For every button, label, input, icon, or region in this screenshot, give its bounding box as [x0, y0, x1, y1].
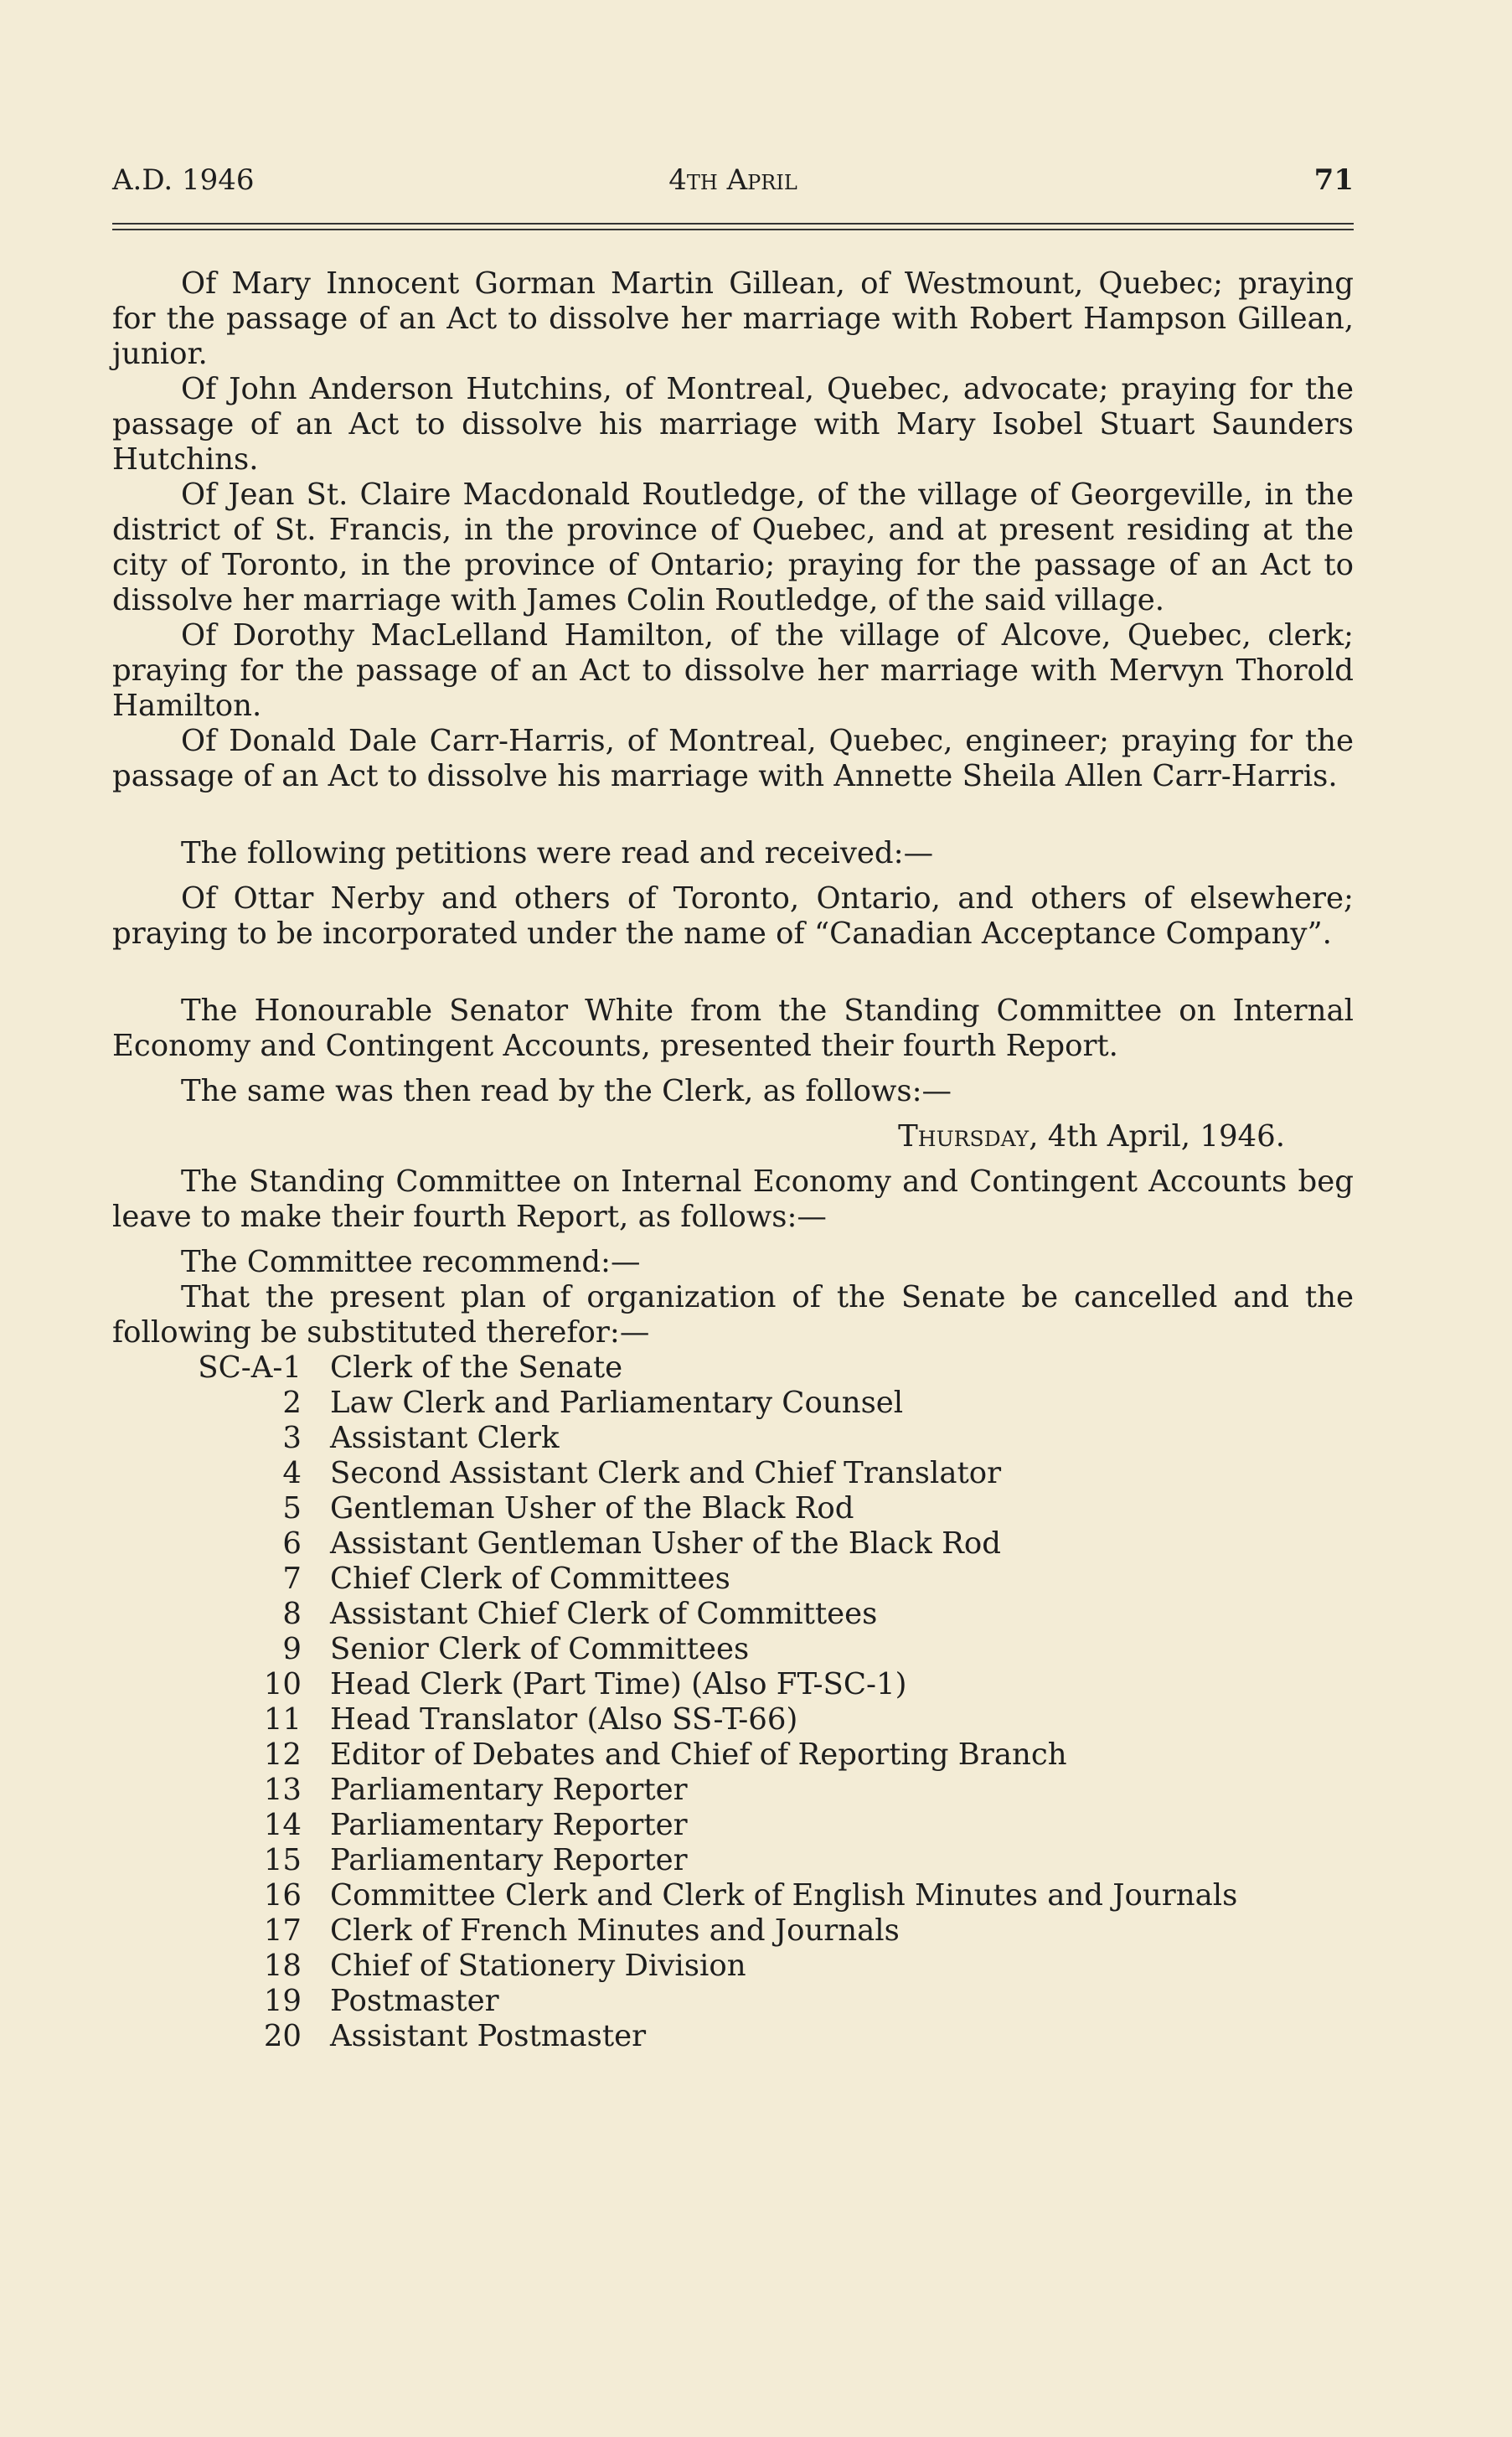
- petition-paragraph: Of Mary Innocent Gorman Martin Gillean, of Westmount, Quebec; praying for the passage of an Act to dissolve her marriage with Robert Hampson Gillean, junior.: [112, 266, 1354, 371]
- report-plan: That the present plan of organization of the Senate be cancelled and the following be substituted therefor:—: [112, 1280, 1354, 1350]
- position-title: Head Translator (Also SS-T-66): [330, 1702, 798, 1737]
- list-item: [112, 1597, 1354, 1632]
- position-title: Head Clerk (Part Time) (Also FT-SC-1): [330, 1667, 907, 1701]
- position-code: 9: [282, 1632, 302, 1666]
- position-code: 3: [282, 1421, 302, 1455]
- position-code: 13: [263, 1773, 302, 1807]
- list-item: [112, 1421, 1354, 1456]
- list-item: [112, 1737, 1354, 1773]
- position-title: Postmaster: [330, 1984, 499, 2018]
- report-date-day: Thursday: [898, 1119, 1030, 1154]
- position-code: 17: [263, 1913, 302, 1948]
- list-item: [112, 1702, 1354, 1737]
- position-code: 10: [263, 1667, 302, 1701]
- list-item: [112, 1562, 1354, 1597]
- position-title: Parliamentary Reporter: [330, 1843, 688, 1877]
- position-code: 18: [263, 1949, 302, 1983]
- position-title: Assistant Clerk: [330, 1421, 560, 1455]
- position-code: 15: [263, 1843, 302, 1877]
- list-item: [112, 1878, 1354, 1913]
- list-item: [112, 1632, 1354, 1667]
- position-title: Chief of Stationery Division: [330, 1949, 746, 1983]
- section-gap: [112, 952, 1354, 994]
- section-gap: [112, 794, 1354, 836]
- header-rule-top: [112, 223, 1354, 225]
- list-item: [112, 1913, 1354, 1949]
- list-item: [112, 1984, 1354, 2019]
- report-recommend: The Committee recommend:—: [181, 1245, 641, 1279]
- position-code: 11: [263, 1702, 302, 1737]
- position-title: Assistant Postmaster: [330, 2019, 647, 2053]
- position-title: Committee Clerk and Clerk of English Minutes and Journals: [330, 1878, 1238, 1913]
- position-title: Parliamentary Reporter: [330, 1808, 688, 1842]
- list-item: [112, 1386, 1354, 1421]
- positions-list: [112, 1350, 1354, 2054]
- position-title: Chief Clerk of Committees: [330, 1562, 730, 1596]
- spacer: [112, 1064, 1354, 1074]
- position-code: 19: [263, 1984, 302, 2018]
- header-date: 4th April: [668, 163, 797, 197]
- position-code: 4: [282, 1456, 302, 1490]
- position-title: Assistant Chief Clerk of Committees: [330, 1597, 878, 1631]
- petition-paragraph: Of Jean St. Claire Macdonald Routledge, of the village of Georgeville, in the district of St. Francis, in the province of Quebec, and at present residing at the city of Toronto, in the province of Ontario; praying for the passage of an Act to dissolve her marriage with James Colin Routledge, of the said village.: [112, 478, 1354, 617]
- list-item: [112, 1350, 1354, 1386]
- list-item: [112, 2019, 1354, 2054]
- list-item: [112, 1808, 1354, 1843]
- position-title: Clerk of the Senate: [330, 1350, 623, 1385]
- report-date-rest: , 4th April, 1946.: [1029, 1119, 1285, 1154]
- petitions-received-intro: The following petitions were read and received:—: [181, 836, 934, 870]
- spacer: [112, 1154, 1354, 1164]
- report-read: The same was then read by the Clerk, as follows:—: [181, 1074, 952, 1108]
- list-item: [112, 1773, 1354, 1808]
- spacer: [112, 1109, 1354, 1119]
- position-title: Clerk of French Minutes and Journals: [330, 1913, 900, 1948]
- report-intro: The Standing Committee on Internal Economy and Contingent Accounts beg leave to make their fourth Report, as follows:—: [112, 1164, 1354, 1234]
- position-title: Gentleman Usher of the Black Rod: [330, 1491, 854, 1526]
- petition-paragraph: Of John Anderson Hutchins, of Montreal, Quebec, advocate; praying for the passage of an Act to dissolve his marriage with Mary Isobel Stuart Saunders Hutchins.: [112, 372, 1354, 477]
- position-code: 12: [263, 1737, 302, 1772]
- position-title: Senior Clerk of Committees: [330, 1632, 750, 1666]
- position-title: Assistant Gentleman Usher of the Black Rod: [330, 1526, 1001, 1561]
- list-item: [112, 1526, 1354, 1562]
- position-code: 2: [282, 1386, 302, 1420]
- petition-paragraph: Of Dorothy MacLelland Hamilton, of the village of Alcove, Quebec, clerk; praying for the passage of an Act to dissolve her marriage with Mervyn Thorold Hamilton.: [112, 618, 1354, 723]
- running-header: [112, 159, 1354, 201]
- position-code: 7: [282, 1562, 302, 1596]
- list-item: [112, 1491, 1354, 1526]
- report-date: [112, 1119, 1354, 1154]
- journal-page: [112, 0, 1354, 2437]
- list-item: [112, 1949, 1354, 1984]
- report-presented: The Honourable Senator White from the Standing Committee on Internal Economy and Contingent Accounts, presented their fourth Report.: [112, 994, 1354, 1063]
- list-item: [112, 1843, 1354, 1878]
- list-item: [112, 1456, 1354, 1491]
- divorce-petitions: [112, 266, 1354, 794]
- position-title: Editor of Debates and Chief of Reporting Branch: [330, 1737, 1067, 1772]
- position-title: Law Clerk and Parliamentary Counsel: [330, 1386, 904, 1420]
- list-item: [112, 1667, 1354, 1702]
- spacer: [112, 1235, 1354, 1245]
- position-title: Parliamentary Reporter: [330, 1773, 688, 1807]
- header-rule-bottom: [112, 229, 1354, 230]
- petition-paragraph: Of Donald Dale Carr-Harris, of Montreal, Quebec, engineer; praying for the passage of an Act to dissolve his marriage with Annette Sheila Allen Carr-Harris.: [112, 724, 1354, 793]
- position-code: SC-A-1: [198, 1350, 302, 1385]
- petitions-received-item: Of Ottar Nerby and others of Toronto, Ontario, and others of elsewhere; praying to be incorporated under the name of “Canadian Acceptance Company”.: [112, 881, 1354, 951]
- position-code: 8: [282, 1597, 302, 1631]
- position-code: 6: [282, 1526, 302, 1561]
- position-code: 20: [263, 2019, 302, 2053]
- position-code: 5: [282, 1491, 302, 1526]
- position-code: 16: [263, 1878, 302, 1913]
- body-text: [112, 266, 1354, 2054]
- position-title: Second Assistant Clerk and Chief Translator: [330, 1456, 1002, 1490]
- page-number: 71: [1313, 163, 1354, 197]
- spacer: [112, 871, 1354, 881]
- position-code: 14: [263, 1808, 302, 1842]
- header-year: A.D. 1946: [112, 163, 255, 197]
